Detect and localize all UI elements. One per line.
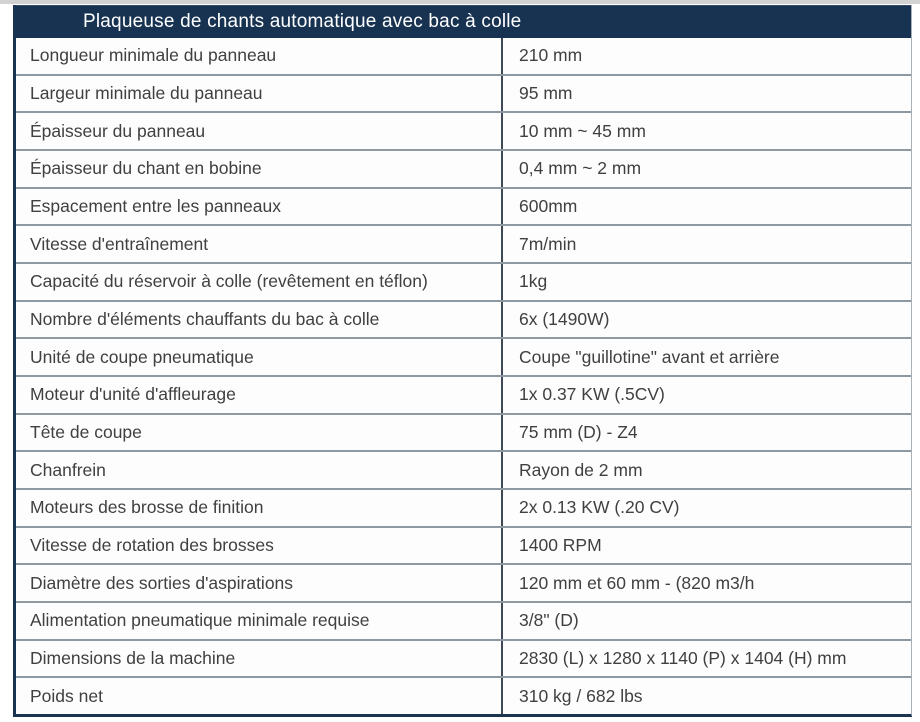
table-row — [16, 601, 911, 639]
row-label: Unité de coupe pneumatique — [30, 346, 254, 367]
row-value: 1kg — [519, 271, 548, 292]
row-value: 1x 0.37 KW (.5CV) — [519, 384, 665, 405]
row-label: Moteurs des brosse de finition — [30, 497, 264, 518]
row-label: Vitesse d'entraînement — [30, 233, 209, 254]
row-label: Tête de coupe — [30, 422, 142, 443]
row-value: 0,4 mm ~ 2 mm — [519, 158, 642, 179]
table-row — [16, 563, 911, 601]
row-label: Nombre d'éléments chauffants du bac à colle — [30, 309, 380, 330]
table-row — [16, 111, 911, 149]
top-edge-strip — [0, 0, 920, 4]
spec-table — [13, 5, 912, 717]
row-value: 210 mm — [519, 45, 583, 66]
row-value: Coupe "guillotine" avant et arrière — [519, 346, 780, 367]
row-value: 2x 0.13 KW (.20 CV) — [519, 497, 680, 518]
row-value: 600mm — [519, 196, 578, 217]
row-label: Chanfrein — [30, 459, 106, 480]
row-value: 3/8" (D) — [519, 610, 579, 631]
row-label: Vitesse de rotation des brosses — [30, 535, 274, 556]
row-label: Dimensions de la machine — [30, 648, 236, 669]
row-label: Moteur d'unité d'affleurage — [30, 384, 236, 405]
row-value: 6x (1490W) — [519, 309, 610, 330]
table-row — [16, 187, 911, 225]
row-value: 120 mm et 60 mm - (820 m3/h — [519, 572, 755, 593]
row-label: Largeur minimale du panneau — [30, 83, 263, 103]
table-row — [16, 526, 911, 564]
row-value: Rayon de 2 mm — [519, 459, 643, 480]
row-label: Diamètre des sorties d'aspirations — [30, 572, 294, 593]
table-title: Plaqueuse de chants automatique avec bac à colle — [83, 10, 522, 32]
row-label: Espacement entre les panneaux — [30, 196, 281, 217]
table-row — [16, 450, 911, 488]
row-value: 2830 (L) x 1280 x 1140 (P) x 1404 (H) mm — [519, 648, 847, 669]
table-row — [16, 676, 911, 714]
row-label: Longueur minimale du panneau — [30, 45, 277, 66]
table-row — [16, 300, 911, 338]
row-label: Poids net — [30, 685, 103, 706]
table-row — [16, 337, 911, 375]
row-value: 7m/min — [519, 233, 577, 254]
table-row — [16, 375, 911, 413]
row-label: Épaisseur du panneau — [30, 120, 206, 141]
row-value: 75 mm (D) - Z4 — [519, 422, 638, 443]
row-value: 10 mm ~ 45 mm — [519, 120, 646, 141]
table-body — [16, 38, 911, 714]
table-row — [16, 639, 911, 677]
table-row — [16, 413, 911, 451]
row-value: 1400 RPM — [519, 535, 602, 556]
row-label: Alimentation pneumatique minimale requise — [30, 610, 370, 631]
row-value: 95 mm — [519, 83, 573, 103]
row-label: Capacité du réservoir à colle (revêtement en téflon) — [30, 271, 428, 292]
table-row — [16, 488, 911, 526]
table-row — [16, 262, 911, 300]
table-header — [16, 5, 911, 38]
table-row — [16, 149, 911, 187]
row-label: Épaisseur du chant en bobine — [30, 158, 262, 179]
table-row — [16, 38, 911, 74]
table-row — [16, 74, 911, 112]
table-row — [16, 224, 911, 262]
row-value: 310 kg / 682 lbs — [519, 685, 643, 706]
